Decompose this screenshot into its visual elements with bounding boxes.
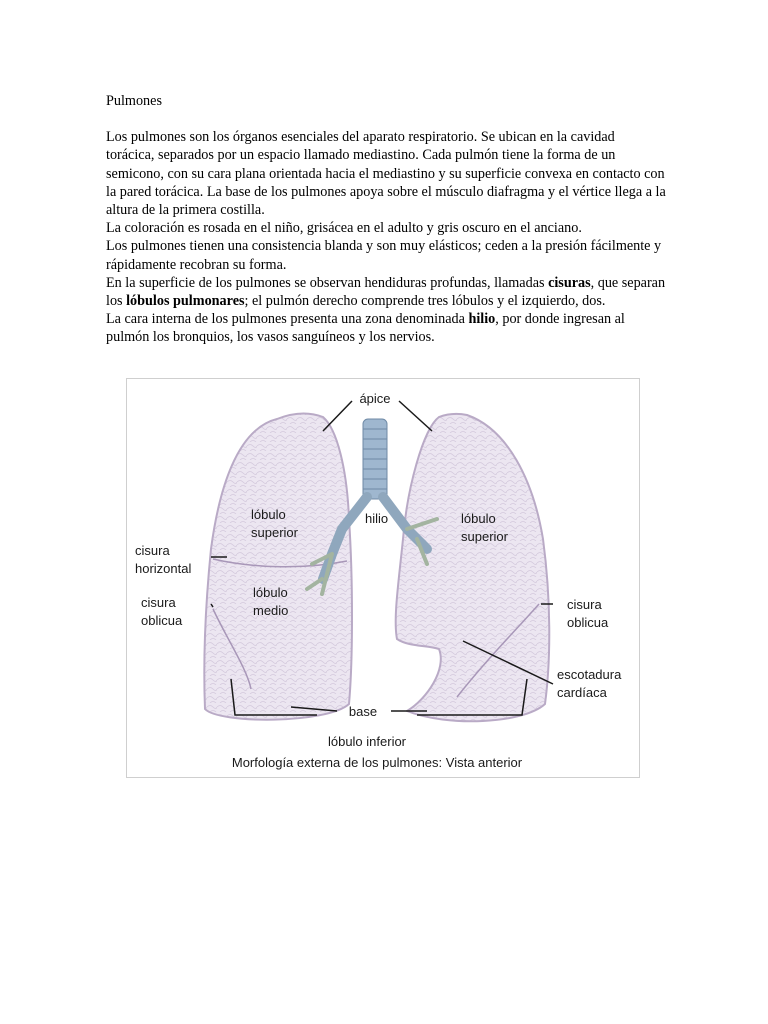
left-lung: [396, 414, 550, 721]
label-cisura-oblicua-izquierda: cisura: [567, 597, 602, 612]
term-cisuras: cisuras: [548, 274, 591, 291]
lung-illustration: [127, 379, 639, 777]
page-title: Pulmones: [106, 93, 162, 109]
document-body: [106, 92, 666, 347]
text-segment: En la superficie de los pulmones se observan hendiduras profundas, llamadas: [106, 274, 549, 291]
term-lobulos-pulmonares: lóbulos pulmonares: [126, 293, 245, 310]
paragraph-intro: Los pulmones son los órganos esenciales del aparato respiratorio. Se ubican en la cavidad torácica, separados por un espacio llamado mediastino. Cada pulmón tiene la forma de un semicono, con su cara plana orientada hacia el mediastino y su superficie convexa en contacto con la pared torácica. La base de los pulmones apoya sobre el músculo diafragma y el vértice llega a la altura de la primera costilla.: [106, 129, 666, 219]
label-cisura-oblicua-izquierda: oblicua: [567, 615, 609, 630]
label-cisura-oblicua-derecha: cisura: [141, 595, 176, 610]
text-segment: ; el pulmón derecho comprende tres lóbulos y el izquierdo, dos.: [244, 293, 606, 310]
text-segment: , por donde ingresan al pulmón los bronquios, los vasos sanguíneos y los nervios.: [106, 311, 625, 346]
lung-anatomy-figure: [126, 378, 640, 778]
figure-caption: Morfología externa de los pulmones: Vista anterior: [231, 755, 523, 770]
label-lobulo-medio: medio: [253, 603, 289, 618]
label-cisura-horizontal: cisura: [135, 543, 170, 558]
term-hilio: hilio: [468, 311, 496, 328]
label-escotadura-cardiaca: escotadura: [557, 667, 622, 682]
text-segment: , que separan los: [106, 274, 666, 310]
label-lobulo-superior-derecho: superior: [251, 525, 298, 540]
label-lobulo-medio: lóbulo: [253, 585, 288, 600]
label-lobulo-inferior: lóbulo inferior: [327, 734, 407, 749]
paragraph-cisuras: [106, 274, 666, 310]
text-segment: La cara interna de los pulmones presenta una zona denominada: [106, 311, 469, 328]
label-hilio: hilio: [365, 511, 389, 526]
label-lobulo-superior-izquierdo: lóbulo: [461, 511, 496, 526]
paragraph-consistency: Los pulmones tienen una consistencia blanda y son muy elásticos; ceden a la presión fácilmente y rápidamente recobran su forma.: [106, 238, 662, 273]
label-apice: ápice: [359, 391, 391, 406]
label-cisura-horizontal: horizontal: [135, 561, 192, 576]
paragraph-color: La coloración es rosada en el niño, grisácea en el adulto y gris oscuro en el anciano.: [106, 220, 582, 237]
label-lobulo-superior-derecho: lóbulo: [251, 507, 286, 522]
label-cisura-oblicua-derecha: oblicua: [141, 613, 183, 628]
paragraph-hilio: [106, 310, 666, 346]
label-base: base: [348, 704, 378, 719]
label-lobulo-superior-izquierdo: superior: [461, 529, 508, 544]
label-escotadura-cardiaca: cardíaca: [557, 685, 607, 700]
